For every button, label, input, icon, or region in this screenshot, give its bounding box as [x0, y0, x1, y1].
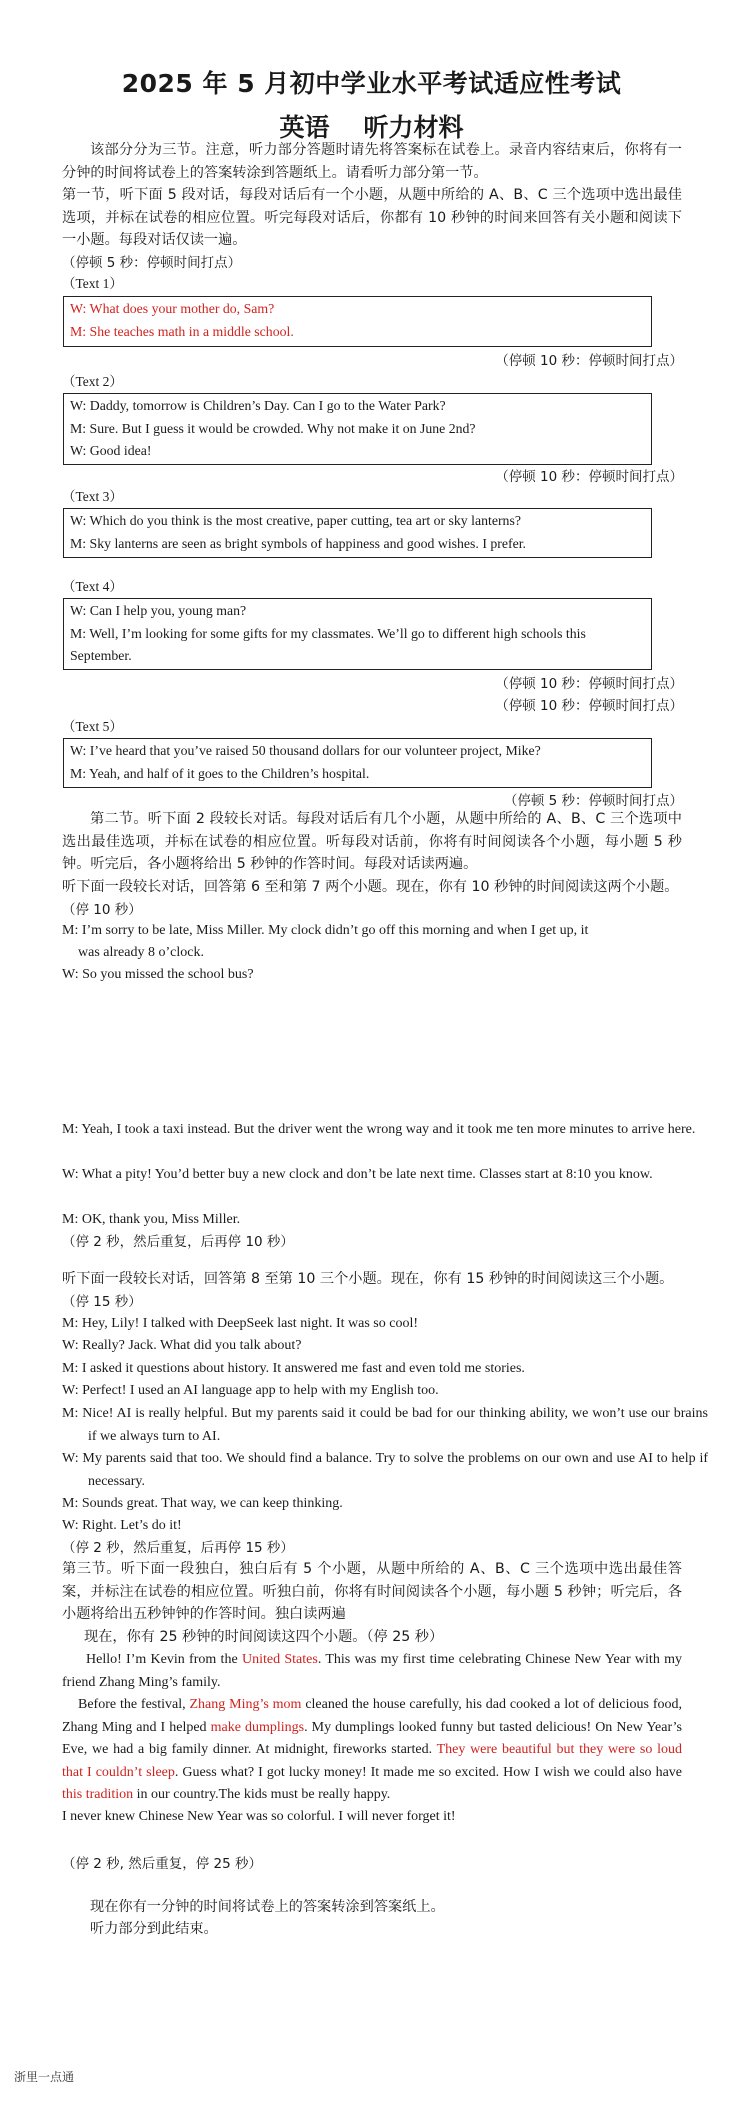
mono-text: . This was my first time celebrating Chinese New Year with my friend Zhang Ming’s family. [62, 1652, 683, 1690]
text4-box [63, 598, 652, 670]
dialog-line: M: I asked it questions about history. It answered me fast and even told me stories. [62, 1361, 525, 1376]
material-label: 听力材料 [363, 113, 464, 142]
text4-label: （Text 4） [62, 579, 123, 594]
dialog-line: W: Can I help you, young man? [70, 603, 247, 618]
mono-highlight: They were beautiful but they were so loud that I couldn’t sleep [62, 1742, 682, 1780]
mono-highlight: make dumplings [210, 1719, 305, 1735]
dialog-line: W: Perfect! I used an AI language app to help with my English too. [62, 1383, 439, 1398]
mono-highlight: Zhang Ming’s mom [189, 1697, 302, 1712]
dialog-line: W: My parents said that too. We should find a balance. Try to solve the problems on our own and use AI to help if necessary. [62, 1451, 708, 1489]
footer-watermark: 浙里一点通 [14, 2070, 75, 2084]
dialog-line: W: Really? Jack. What did you talk about? [62, 1338, 302, 1353]
dialog-line: W: So you missed the school bus? [62, 967, 254, 982]
dialog-line: W: What a pity! You’d better buy a new clock and don’t be late next time. Classes start at 8:10 you know. [62, 1167, 653, 1182]
pause-note: （停顿 5 秒：停顿时间打点） [62, 255, 242, 271]
pause-note: （停顿 10 秒：停顿时间打点） [495, 676, 683, 692]
pause-note: （停 2 秒, 然后重复，停 25 秒） [62, 1856, 263, 1872]
dialog-line: M: Sounds great. That way, we can keep thinking. [62, 1496, 343, 1511]
dialog2-instructions: 听下面一段较长对话，回答第 8 至第 10 三个小题。现在，你有 15 秒钟的时间阅读这三个小题。 [62, 1271, 674, 1287]
ending-note-1: 现在你有一分钟的时间将试卷上的答案转涂到答案纸上。 [90, 1899, 445, 1915]
dialog-line: M: Nice! AI is really helpful. But my parents said it could be bad for our thinking ability, we won’t use our brains if we always turn to AI. [62, 1406, 708, 1444]
dialog-line: M: Yeah, and half of it goes to the Children’s hospital. [70, 765, 370, 781]
text5-label: （Text 5） [62, 719, 123, 734]
text3-label: （Text 3） [62, 489, 123, 504]
dialog-line: was already 8 o’clock. [78, 945, 204, 960]
mono-highlight: this tradition [62, 1787, 134, 1802]
monologue-paragraph-3: I never knew Chinese New Year was so colorful. I will never forget it! [62, 1809, 456, 1824]
dialog-line: W: Daddy, tomorrow is Children’s Day. Can I go to the Water Park? [70, 398, 446, 413]
ending-note-2: 听力部分到此结束。 [90, 1921, 218, 1937]
mono-highlight: United States [241, 1652, 318, 1667]
dialog-line: W: Right. Let’s do it! [62, 1518, 182, 1533]
pause-note: （停顿 10 秒：停顿时间打点） [495, 698, 683, 714]
dialog-line: M: Well, I’m looking for some gifts for my classmates. We’ll go to different high schools this [70, 625, 586, 641]
dialog-line: M: Hey, Lily! I talked with DeepSeek last night. It was so cool! [62, 1316, 419, 1331]
text5-box [63, 738, 652, 788]
intro-paragraph: 该部分分为三节。注意，听力部分答题时请先将答案标在试卷上。录音内容结束后，你将有一分钟的时间将试卷上的答案转涂到答题纸上。请看听力部分第一节。 [62, 142, 682, 181]
dialog1-instructions: 听下面一段较长对话，回答第 6 至和第 7 两个小题。现在，你有 10 秒钟的时间阅读这两个小题。 [62, 879, 679, 895]
section1-instructions: 第一节，听下面 5 段对话，每段对话后有一个小题，从题中所给的 A、B、C 三个选项中选出最佳选项，并标在试卷的相应位置。听完每段对话后，你都有 10 秒钟的时间来回答有关小题和阅读下一小题。每段对话仅读一遍。 [62, 187, 682, 248]
text2-label: （Text 2） [62, 374, 123, 389]
dialog-line: M: I’m sorry to be late, Miss Miller. My clock didn’t go off this morning and when I get up, it [62, 923, 589, 938]
mono-text: in our country.The kids must be really happy. [133, 1787, 391, 1802]
mono-text: Before the festival, [78, 1697, 190, 1712]
dialog-line: W: Good idea! [70, 443, 152, 458]
pause-note: （停 15 秒） [62, 1294, 142, 1310]
section2-instructions: 第二节。听下面 2 段较长对话。每段对话后有几个小题，从题中所给的 A、B、C 三个选项中选出最佳选项，并标在试卷的相应位置。听每段对话前，你将有时间阅读各个小题，每小题 5 秒钟。听完后，各小题将给出 5 秒钟的作答时间。每段对话读两遍。 [62, 811, 682, 872]
text1-label: （Text 1） [62, 276, 123, 291]
text3-box [63, 508, 652, 558]
mono-text: . My dumplings looked funny but tasted delicious! On New Year’s Eve, we had a big family dinner. At midnight, fireworks started. [62, 1719, 682, 1757]
dialog-line: W: Which do you think is the most creative, paper cutting, tea art or sky lanterns? [70, 513, 521, 528]
dialog-line: M: Sure. But I guess it would be crowded. Why not make it on June 2nd? [70, 420, 476, 436]
text1-box [63, 296, 652, 347]
mono-text: . Guess what? I got lucky money! It made me so excited. How I wish we could also have [174, 1764, 682, 1780]
pause-note: （停 2 秒，然后重复，后再停 15 秒） [62, 1540, 294, 1556]
dialog-line: M: She teaches math in a middle school. [70, 323, 294, 339]
subject-label: 英语 [279, 113, 330, 142]
exam-title: 2025 年 5 月初中学业水平考试适应性考试 [121, 69, 622, 98]
mono-text: cleaned the house carefully, his dad cooked a lot of delicious food, Zhang Ming and I helped [62, 1697, 682, 1735]
monologue-paragraph-1 [62, 1649, 682, 1694]
pause-note: （停 2 秒，然后重复，后再停 10 秒） [62, 1234, 294, 1250]
dialog-line: M: Yeah, I took a taxi instead. But the driver went the wrong way and it took me ten more minutes to arrive here. [62, 1122, 696, 1137]
dialog-line: M: Sky lanterns are seen as bright symbols of happiness and good wishes. I prefer. [70, 535, 526, 551]
pause-note: （停 10 秒） [62, 902, 142, 918]
pause-note: （停顿 5 秒：停顿时间打点） [503, 793, 683, 809]
section3-instructions: 第三节。听下面一段独白，独白后有 5 个小题，从题中所给的 A、B、C 三个选项中选出最佳答案，并标注在试卷的相应位置。听独白前，你将有时间阅读各个小题，每小题 5 秒钟；听完后，各小题将给出五秒钟钟的作答时间。独白读两遍 [62, 1561, 682, 1622]
dialog-line: W: I’ve heard that you’ve raised 50 thousand dollars for our volunteer project, Mike? [70, 743, 541, 758]
monologue-paragraph-2 [62, 1694, 682, 1807]
text2-box [63, 393, 652, 465]
pause-note: （停顿 10 秒：停顿时间打点） [495, 353, 683, 369]
dialog-line: September. [70, 648, 132, 663]
dialog-line: W: What does your mother do, Sam? [70, 301, 275, 316]
pause-note: （停顿 10 秒：停顿时间打点） [495, 469, 683, 485]
section3-time-note: 现在，你有 25 秒钟的时间阅读这四个小题。（停 25 秒） [84, 1629, 444, 1645]
mono-text: Hello! I’m Kevin from the [86, 1652, 242, 1667]
dialog-line: M: OK, thank you, Miss Miller. [62, 1212, 241, 1227]
